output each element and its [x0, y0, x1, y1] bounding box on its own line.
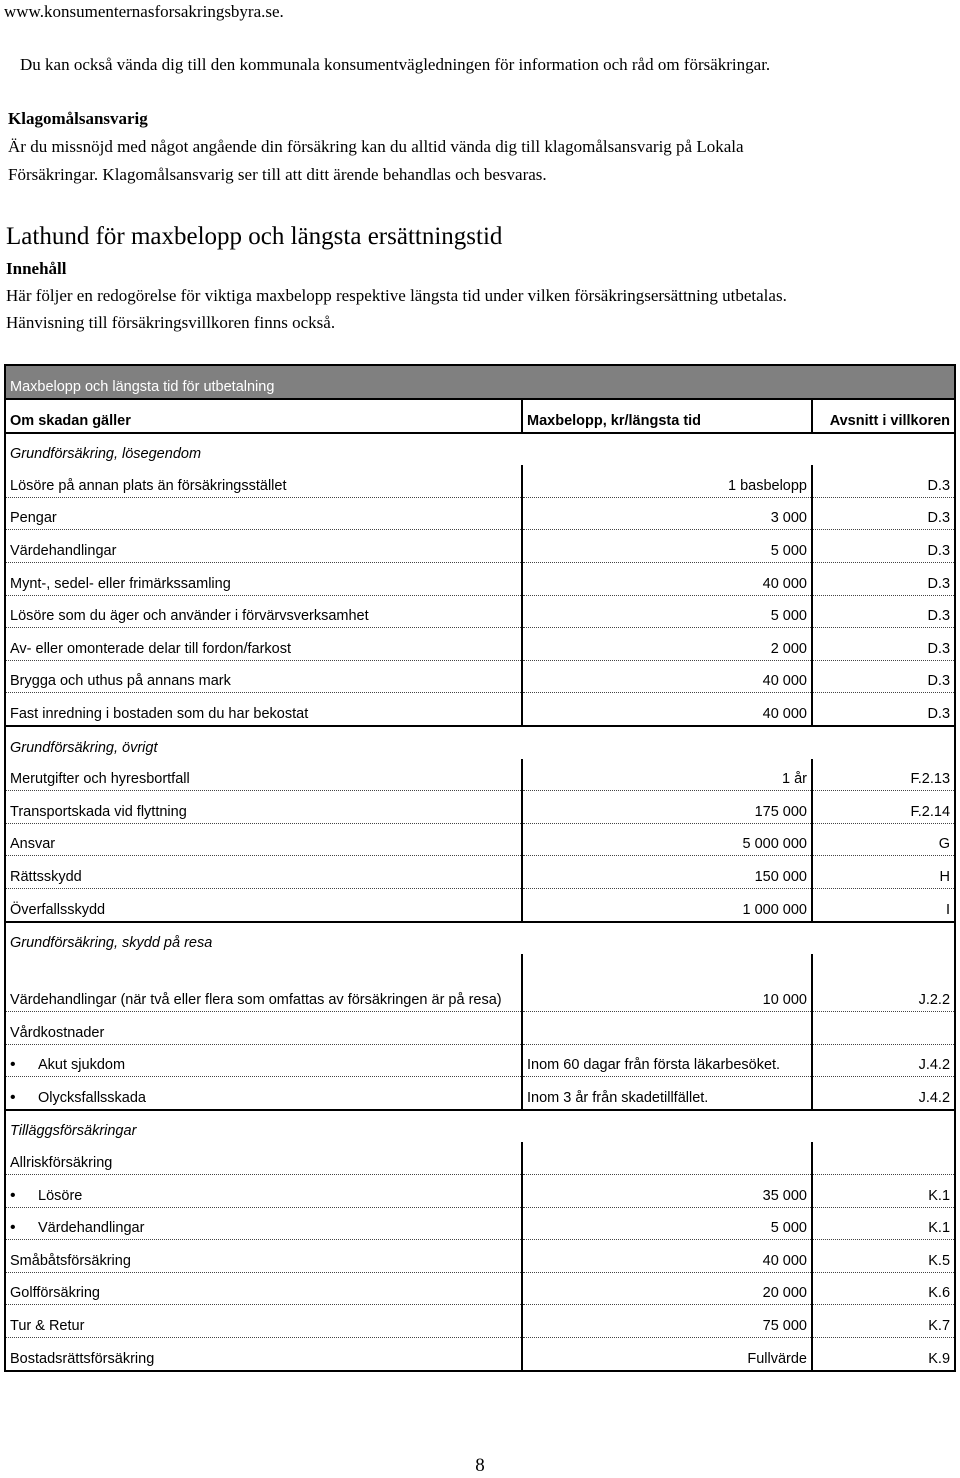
table-row [6, 693, 954, 726]
damage-label: Lösöre på annan plats än försäkringsstället [10, 477, 287, 494]
damage-cell [6, 530, 522, 563]
damage-cell [6, 628, 522, 661]
max-amount-cell: 150 000 [522, 856, 812, 889]
damage-cell [6, 954, 522, 1012]
section-title: Grundförsäkring, lösegendom [10, 446, 202, 463]
section-row [6, 1110, 954, 1143]
table-row [6, 465, 954, 497]
damage-cell [6, 791, 522, 824]
table-row [6, 1305, 954, 1338]
section-row [6, 922, 954, 955]
damage-cell [6, 1207, 522, 1240]
complaint-text-line-1: Är du missnöjd med något angående din försäkring kan du alltid vända dig till klagomålsansvarig på Lokala [8, 137, 744, 156]
table-row [6, 954, 954, 1012]
max-amount-cell: 40 000 [522, 693, 812, 726]
damage-label: Lösöre [38, 1187, 83, 1204]
damage-label: Överfallsskydd [10, 901, 106, 918]
damage-label: Allriskförsäkring [10, 1155, 113, 1172]
table-row [6, 759, 954, 791]
section-ref-cell: D.3 [812, 465, 954, 497]
damage-cell [6, 595, 522, 628]
table-row [6, 791, 954, 824]
consumer-guidance-text: Du kan också vända dig till den kommunala konsumentvägledningen för information och råd om försäkringar. [20, 55, 771, 74]
table-row [6, 1142, 954, 1174]
table-row [6, 1044, 954, 1077]
max-amount-cell: 5 000 [522, 1207, 812, 1240]
table-row [6, 562, 954, 595]
section-ref-cell: D.3 [812, 497, 954, 530]
table-header-row [6, 399, 954, 433]
max-amount-cell: 40 000 [522, 1240, 812, 1273]
damage-cell [6, 856, 522, 889]
section-ref-cell: F.2.14 [812, 791, 954, 824]
table-row [6, 888, 954, 921]
damage-cell [6, 1338, 522, 1370]
section-ref-cell: K.6 [812, 1272, 954, 1305]
website-url-text: www.konsumenternasforsakringsbyra.se. [4, 2, 284, 21]
damage-cell [6, 888, 522, 921]
bullet-icon [10, 1220, 38, 1236]
section-ref-cell: D.3 [812, 562, 954, 595]
table-title: Maxbelopp och längsta tid för utbetalning [6, 366, 954, 399]
damage-label: Ansvar [10, 836, 56, 853]
section-title: Grundförsäkring, skydd på resa [10, 935, 213, 952]
header-damage: Om skadan gäller [6, 399, 522, 433]
lathund-title: Lathund för maxbelopp och längsta ersättningstid [6, 223, 503, 250]
max-amount-cell: 20 000 [522, 1272, 812, 1305]
complaint-text-line-2: Försäkringar. Klagomålsansvarig ser till att ditt ärende behandlas och besvaras. [8, 165, 547, 184]
contents-subheading: Innehåll [6, 259, 67, 278]
max-amount-cell: 35 000 [522, 1175, 812, 1208]
damage-cell [6, 465, 522, 497]
section-row [6, 726, 954, 759]
max-amount-cell: 5 000 [522, 595, 812, 628]
max-amount-cell: 1 000 000 [522, 888, 812, 921]
damage-label: Transportskada vid flyttning [10, 803, 187, 820]
table-row [6, 1077, 954, 1110]
max-amount-cell: Inom 60 dagar från första läkarbesöket. [522, 1044, 812, 1077]
damage-cell [6, 1077, 522, 1110]
section-ref-cell: J.4.2 [812, 1044, 954, 1077]
max-amount-cell: 2 000 [522, 628, 812, 661]
header-section: Avsnitt i villkoren [812, 399, 954, 433]
max-amount-cell: 5 000 [522, 530, 812, 563]
section-ref-cell: K.7 [812, 1305, 954, 1338]
damage-cell [6, 660, 522, 693]
damage-label: Tur & Retur [10, 1318, 85, 1335]
max-amount-cell: Inom 3 år från skadetillfället. [522, 1077, 812, 1110]
table-row [6, 856, 954, 889]
max-amount-cell: Fullvärde [522, 1338, 812, 1370]
damage-cell [6, 562, 522, 595]
section-row [6, 433, 954, 466]
max-amount-cell: 40 000 [522, 562, 812, 595]
table-row [6, 660, 954, 693]
section-title: Grundförsäkring, övrigt [10, 739, 158, 756]
section-title: Tilläggsförsäkringar [10, 1123, 137, 1140]
intro-text-line-1: Här följer en redogörelse för viktiga maxbelopp respektive längsta tid under vilken försäkringsersättning utbetalas. [6, 286, 787, 305]
table-row [6, 1175, 954, 1208]
table-row [6, 1338, 954, 1370]
section-ref-cell: G [812, 823, 954, 856]
section-ref-cell: D.3 [812, 628, 954, 661]
section-ref-cell: K.5 [812, 1240, 954, 1273]
max-amount-cell [522, 1012, 812, 1045]
section-ref-cell: D.3 [812, 660, 954, 693]
damage-label: Bostadsrättsförsäkring [10, 1350, 155, 1367]
table-row [6, 823, 954, 856]
max-amount-cell: 1 år [522, 759, 812, 791]
damage-label: Lösöre som du äger och använder i förvärvsverksamhet [10, 608, 369, 625]
bullet-icon [10, 1057, 38, 1073]
damage-label: Olycksfallsskada [38, 1089, 146, 1106]
damage-cell [6, 693, 522, 726]
damage-cell [6, 823, 522, 856]
damage-label: Golfförsäkring [10, 1285, 100, 1302]
max-amount-cell: 3 000 [522, 497, 812, 530]
table-row [6, 595, 954, 628]
damage-label: Fast inredning i bostaden som du har bekostat [10, 705, 309, 722]
table-row [6, 497, 954, 530]
damage-cell [6, 759, 522, 791]
damage-cell [6, 1012, 522, 1045]
damage-cell [6, 1305, 522, 1338]
header-max-amount: Maxbelopp, kr/längsta tid [522, 399, 812, 433]
damage-label: Vårdkostnader [10, 1024, 105, 1041]
bullet-icon [10, 1188, 38, 1204]
max-amount-cell: 40 000 [522, 660, 812, 693]
section-ref-cell: K.1 [812, 1207, 954, 1240]
damage-label: Mynt-, sedel- eller frimärkssamling [10, 575, 231, 592]
intro-text-line-2: Hänvisning till försäkringsvillkoren finns också. [6, 313, 336, 332]
section-ref-cell: D.3 [812, 693, 954, 726]
damage-cell [6, 1240, 522, 1273]
max-amount-cell: 75 000 [522, 1305, 812, 1338]
max-amount-table [4, 364, 956, 1372]
damage-label: Rättsskydd [10, 868, 82, 885]
damage-label: Värdehandlingar [38, 1220, 145, 1237]
section-ref-cell: I [812, 888, 954, 921]
section-ref-cell: D.3 [812, 530, 954, 563]
complaint-heading: Klagomålsansvarig [8, 109, 148, 128]
table-row [6, 1012, 954, 1045]
damage-label: Småbåtsförsäkring [10, 1252, 131, 1269]
damage-label: Pengar [10, 510, 57, 527]
damage-cell [6, 1175, 522, 1208]
table-row [6, 1272, 954, 1305]
damage-label: Brygga och uthus på annans mark [10, 673, 231, 690]
max-amount-cell [522, 1142, 812, 1174]
damage-cell [6, 1044, 522, 1077]
max-amount-cell: 10 000 [522, 954, 812, 1012]
page-number: 8 [475, 1455, 485, 1476]
table-row [6, 1240, 954, 1273]
table-row [6, 530, 954, 563]
damage-label: Akut sjukdom [38, 1057, 126, 1074]
section-ref-cell [812, 1012, 954, 1045]
max-amount-cell: 175 000 [522, 791, 812, 824]
section-ref-cell: D.3 [812, 595, 954, 628]
damage-label: Värdehandlingar [10, 542, 117, 559]
damage-label: Av- eller omonterade delar till fordon/farkost [10, 640, 292, 657]
section-ref-cell: J.4.2 [812, 1077, 954, 1110]
damage-cell [6, 497, 522, 530]
table-row [6, 628, 954, 661]
max-amount-cell: 5 000 000 [522, 823, 812, 856]
damage-label: Värdehandlingar (när två eller flera som omfattas av försäkringen är på resa) [10, 992, 502, 1009]
table-title-row [6, 366, 954, 399]
table-row [6, 1207, 954, 1240]
section-ref-cell: F.2.13 [812, 759, 954, 791]
damage-cell [6, 1142, 522, 1174]
damage-cell [6, 1272, 522, 1305]
section-ref-cell: J.2.2 [812, 954, 954, 1012]
section-ref-cell [812, 1142, 954, 1174]
section-ref-cell: K.9 [928, 1350, 951, 1367]
damage-label: Merutgifter och hyresbortfall [10, 771, 190, 788]
section-ref-cell: H [812, 856, 954, 889]
section-ref-cell: K.1 [812, 1175, 954, 1208]
max-amount-cell: 1 basbelopp [522, 465, 812, 497]
bullet-icon [10, 1090, 38, 1106]
